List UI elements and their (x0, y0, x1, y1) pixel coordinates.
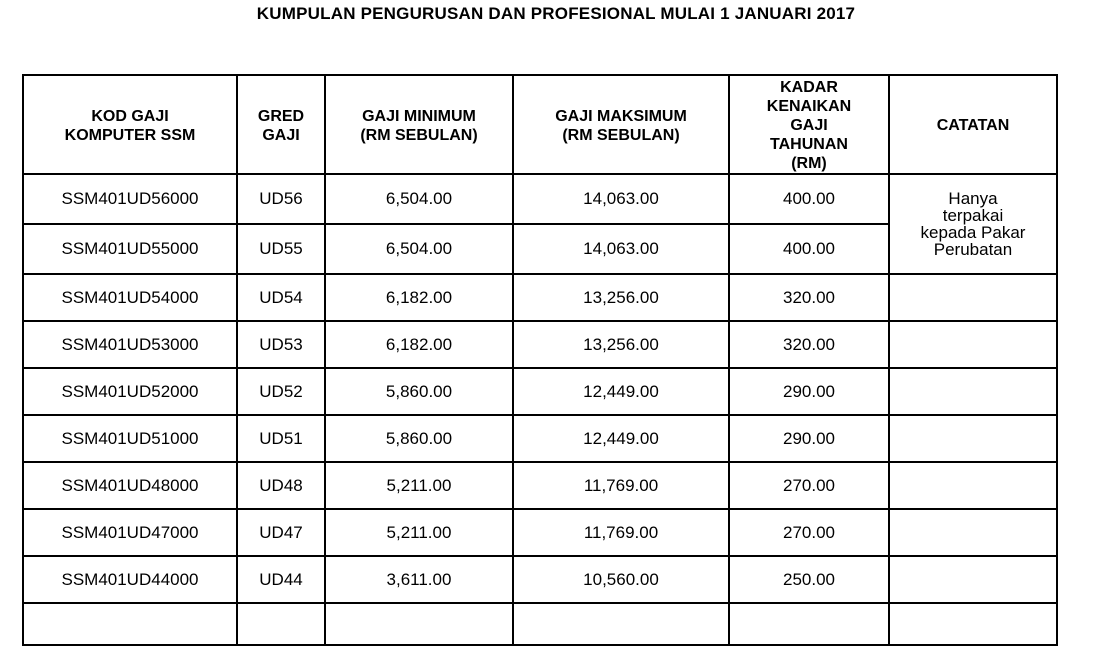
cell-min: 3,611.00 (325, 556, 513, 603)
header-gred-line1: GRED (257, 107, 305, 125)
cell-catatan (889, 274, 1057, 321)
cell-kod: SSM401UD53000 (23, 321, 237, 368)
header-kadar-kenaikan (729, 75, 889, 174)
cell-max: 11,769.00 (513, 509, 729, 556)
cell-kod: SSM401UD55000 (23, 224, 237, 274)
cell-min: 5,860.00 (325, 368, 513, 415)
header-kadar-line4: TAHUNAN (770, 136, 848, 153)
table-row (23, 509, 1057, 556)
cell-max: 13,256.00 (513, 321, 729, 368)
cell-kadar: 250.00 (729, 556, 889, 603)
cell-min: 5,860.00 (325, 415, 513, 462)
cell-catatan (889, 368, 1057, 415)
cell-gred (237, 603, 325, 645)
cell-kod: SSM401UD47000 (23, 509, 237, 556)
salary-table (22, 74, 1058, 646)
cell-catatan (889, 603, 1057, 645)
header-gaji-minimum (325, 75, 513, 174)
cell-gred: UD53 (237, 321, 325, 368)
document-title: KUMPULAN PENGURUSAN DAN PROFESIONAL MULAI 1 JANUARI 2017 (256, 4, 856, 23)
cell-kod (23, 603, 237, 645)
header-catatan: CATATAN (889, 75, 1057, 174)
cell-kadar: 400.00 (729, 174, 889, 224)
cell-kod: SSM401UD51000 (23, 415, 237, 462)
cell-gred: UD55 (237, 224, 325, 274)
cell-min: 6,182.00 (325, 321, 513, 368)
cell-kadar: 320.00 (729, 321, 889, 368)
cell-max: 12,449.00 (513, 368, 729, 415)
cell-catatan (889, 415, 1057, 462)
header-min-line2: (RM SEBULAN) (360, 126, 478, 144)
cell-gred: UD54 (237, 274, 325, 321)
table-row-partial (23, 603, 1057, 645)
cell-gred: UD44 (237, 556, 325, 603)
cell-catatan (889, 509, 1057, 556)
header-row (23, 75, 1057, 174)
cell-max: 14,063.00 (513, 174, 729, 224)
cell-max: 10,560.00 (513, 556, 729, 603)
cell-catatan (889, 556, 1057, 603)
table-row (23, 174, 1057, 224)
header-kadar-line5: (RM) (791, 155, 827, 172)
cell-max: 12,449.00 (513, 415, 729, 462)
cell-kod: SSM401UD44000 (23, 556, 237, 603)
table-row (23, 415, 1057, 462)
cell-max: 11,769.00 (513, 462, 729, 509)
cell-min: 5,211.00 (325, 462, 513, 509)
catatan-line2: terpakai (942, 206, 1004, 225)
cell-min: 5,211.00 (325, 509, 513, 556)
cell-catatan (889, 321, 1057, 368)
catatan-line4: Perubatan (933, 240, 1013, 259)
header-kadar-line2: KENAIKAN (766, 98, 852, 115)
header-kod-line1: KOD GAJI (91, 107, 169, 125)
catatan-line3: kepada Pakar (920, 223, 1026, 242)
cell-min: 6,504.00 (325, 174, 513, 224)
cell-gred: UD48 (237, 462, 325, 509)
cell-kod: SSM401UD54000 (23, 274, 237, 321)
cell-kadar: 270.00 (729, 509, 889, 556)
cell-kadar: 270.00 (729, 462, 889, 509)
header-gaji-maksimum (513, 75, 729, 174)
cell-kadar: 400.00 (729, 224, 889, 274)
table-row (23, 556, 1057, 603)
cell-kadar: 320.00 (729, 274, 889, 321)
table-row (23, 368, 1057, 415)
catatan-line1: Hanya (948, 189, 998, 208)
cell-kod: SSM401UD56000 (23, 174, 237, 224)
table-row (23, 462, 1057, 509)
header-min-line1: GAJI MINIMUM (362, 107, 476, 125)
header-gred-line2: GAJI (262, 126, 300, 144)
cell-kod: SSM401UD48000 (23, 462, 237, 509)
cell-max: 13,256.00 (513, 274, 729, 321)
cell-kadar (729, 603, 889, 645)
cell-gred: UD51 (237, 415, 325, 462)
header-max-line2: (RM SEBULAN) (562, 126, 680, 144)
table-row (23, 321, 1057, 368)
cell-kadar: 290.00 (729, 368, 889, 415)
header-max-line1: GAJI MAKSIMUM (555, 107, 687, 125)
cell-gred: UD56 (237, 174, 325, 224)
cell-catatan-note (889, 174, 1057, 274)
table-row (23, 274, 1057, 321)
cell-max (513, 603, 729, 645)
cell-min (325, 603, 513, 645)
cell-min: 6,182.00 (325, 274, 513, 321)
cell-gred: UD52 (237, 368, 325, 415)
header-kod-line2: KOMPUTER SSM (64, 126, 196, 144)
cell-gred: UD47 (237, 509, 325, 556)
cell-min: 6,504.00 (325, 224, 513, 274)
header-kadar-line1: KADAR (780, 79, 838, 96)
cell-catatan (889, 462, 1057, 509)
cell-max: 14,063.00 (513, 224, 729, 274)
header-gred-gaji (237, 75, 325, 174)
cell-kod: SSM401UD52000 (23, 368, 237, 415)
cell-kadar: 290.00 (729, 415, 889, 462)
header-kadar-line3: GAJI (790, 117, 828, 134)
header-kod-gaji (23, 75, 237, 174)
